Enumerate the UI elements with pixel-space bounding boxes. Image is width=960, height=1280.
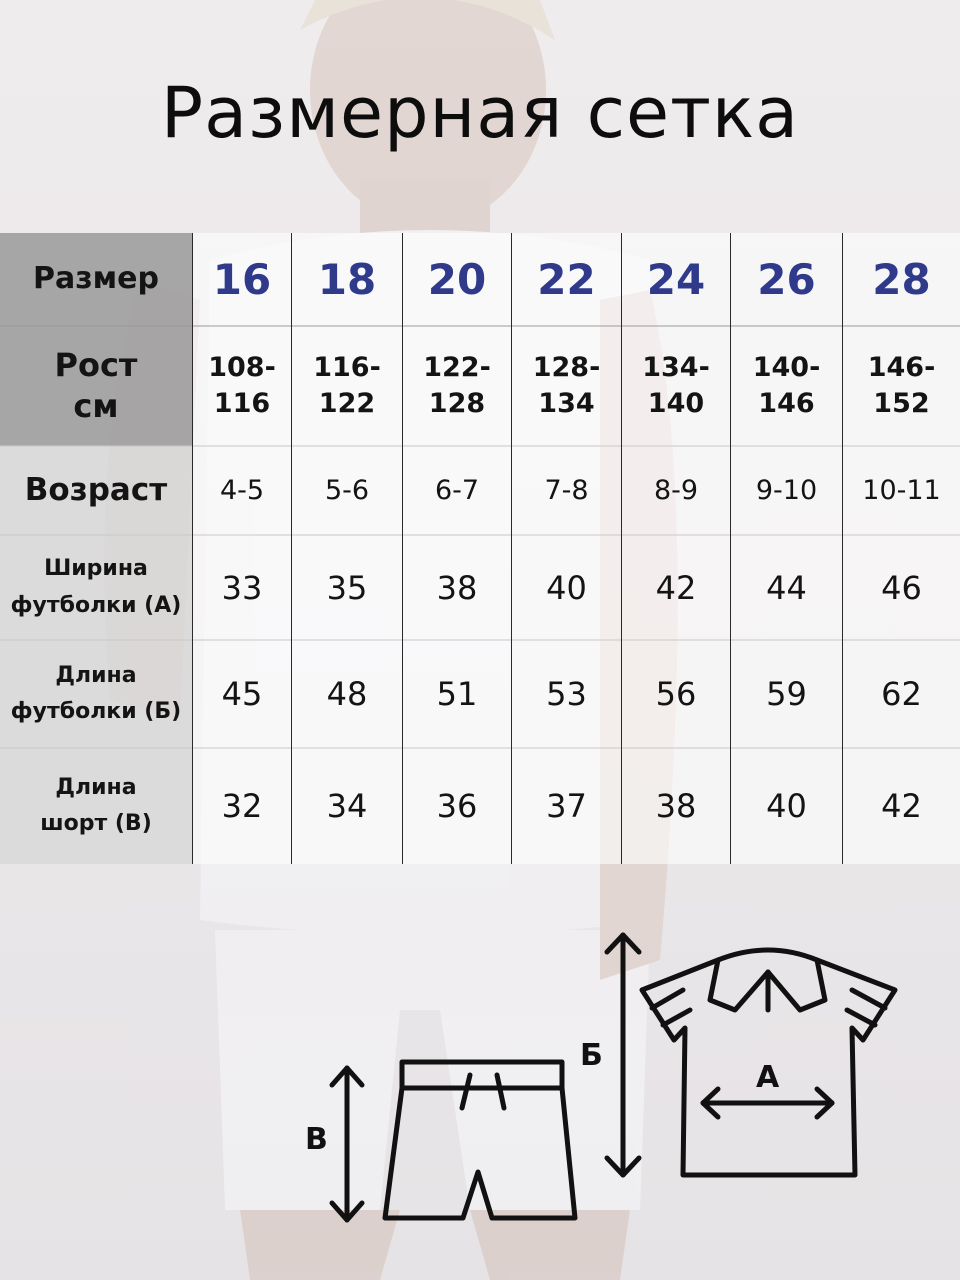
height-from: 116- (313, 351, 381, 383)
height-to: 128 (428, 388, 486, 419)
age-cell: 6-7 (402, 446, 511, 535)
header-shorts-length-line2: шорт (В) (40, 811, 152, 836)
shorts-length-cell: 32 (192, 748, 291, 864)
shirt-width-cell: 46 (842, 535, 960, 640)
shirt-length-cell: 45 (192, 640, 291, 748)
shirt-width-cell: 35 (291, 535, 402, 640)
label-shirt-width: А (756, 1060, 780, 1095)
height-from: 146- (867, 351, 936, 383)
shirt-length-cell: 48 (291, 640, 402, 748)
shirt-width-cell: 44 (730, 535, 842, 640)
header-shirt-length-line2: футболки (Б) (10, 699, 182, 724)
shorts-length-cell: 36 (402, 748, 511, 864)
age-cell: 8-9 (621, 446, 730, 535)
label-shirt-length: Б (580, 1038, 603, 1073)
age-cell: 9-10 (730, 446, 842, 535)
shorts-length-arrow-icon (332, 1068, 362, 1220)
size-cell: 16 (192, 233, 291, 326)
height-to: 122 (318, 388, 376, 419)
label-shorts-length: В (305, 1122, 328, 1157)
height-to: 146 (758, 388, 815, 419)
shorts-length-cell: 34 (291, 748, 402, 864)
shirt-width-cell: 40 (511, 535, 621, 640)
shirt-length-cell: 53 (511, 640, 621, 748)
shirt-length-arrow-icon (607, 935, 639, 1175)
size-cell: 22 (511, 233, 621, 326)
shorts-length-cell: 38 (621, 748, 730, 864)
age-cell: 4-5 (192, 446, 291, 535)
header-shirt-length-line1: Длина (55, 662, 137, 688)
shorts-icon (385, 1062, 575, 1218)
height-from: 128- (532, 351, 601, 383)
height-to: 152 (873, 388, 930, 419)
header-height-line2: см (73, 387, 119, 425)
height-from: 122- (423, 351, 491, 383)
height-from: 134- (642, 351, 710, 383)
page-title: Размерная сетка (160, 72, 800, 154)
shirt-length-cell: 51 (402, 640, 511, 748)
size-cell: 24 (621, 233, 730, 326)
header-shirt-width-line1: Ширина (44, 556, 148, 582)
header-age: Возраст (24, 471, 168, 508)
shirt-width-cell: 42 (621, 535, 730, 640)
size-cell: 28 (842, 233, 960, 326)
height-to: 116 (213, 388, 271, 419)
size-cell: 20 (402, 233, 511, 326)
age-cell: 10-11 (842, 446, 960, 535)
header-size: Размер (32, 261, 159, 297)
height-to: 134 (538, 388, 595, 419)
header-height-line1: Рост (54, 346, 138, 385)
shirt-length-cell: 59 (730, 640, 842, 748)
shirt-length-cell: 62 (842, 640, 960, 748)
height-from: 108- (208, 351, 276, 383)
shirt-width-cell: 38 (402, 535, 511, 640)
shirt-length-cell: 56 (621, 640, 730, 748)
age-cell: 5-6 (291, 446, 402, 535)
shorts-length-cell: 37 (511, 748, 621, 864)
shorts-length-cell: 42 (842, 748, 960, 864)
header-shorts-length-line1: Длина (55, 774, 137, 800)
size-cell: 18 (291, 233, 402, 326)
shorts-length-cell: 40 (730, 748, 842, 864)
header-shirt-width-line2: футболки (А) (10, 592, 182, 618)
height-to: 140 (647, 388, 705, 419)
size-cell: 26 (730, 233, 842, 326)
age-cell: 7-8 (511, 446, 621, 535)
shirt-width-cell: 33 (192, 535, 291, 640)
height-from: 140- (752, 351, 821, 383)
